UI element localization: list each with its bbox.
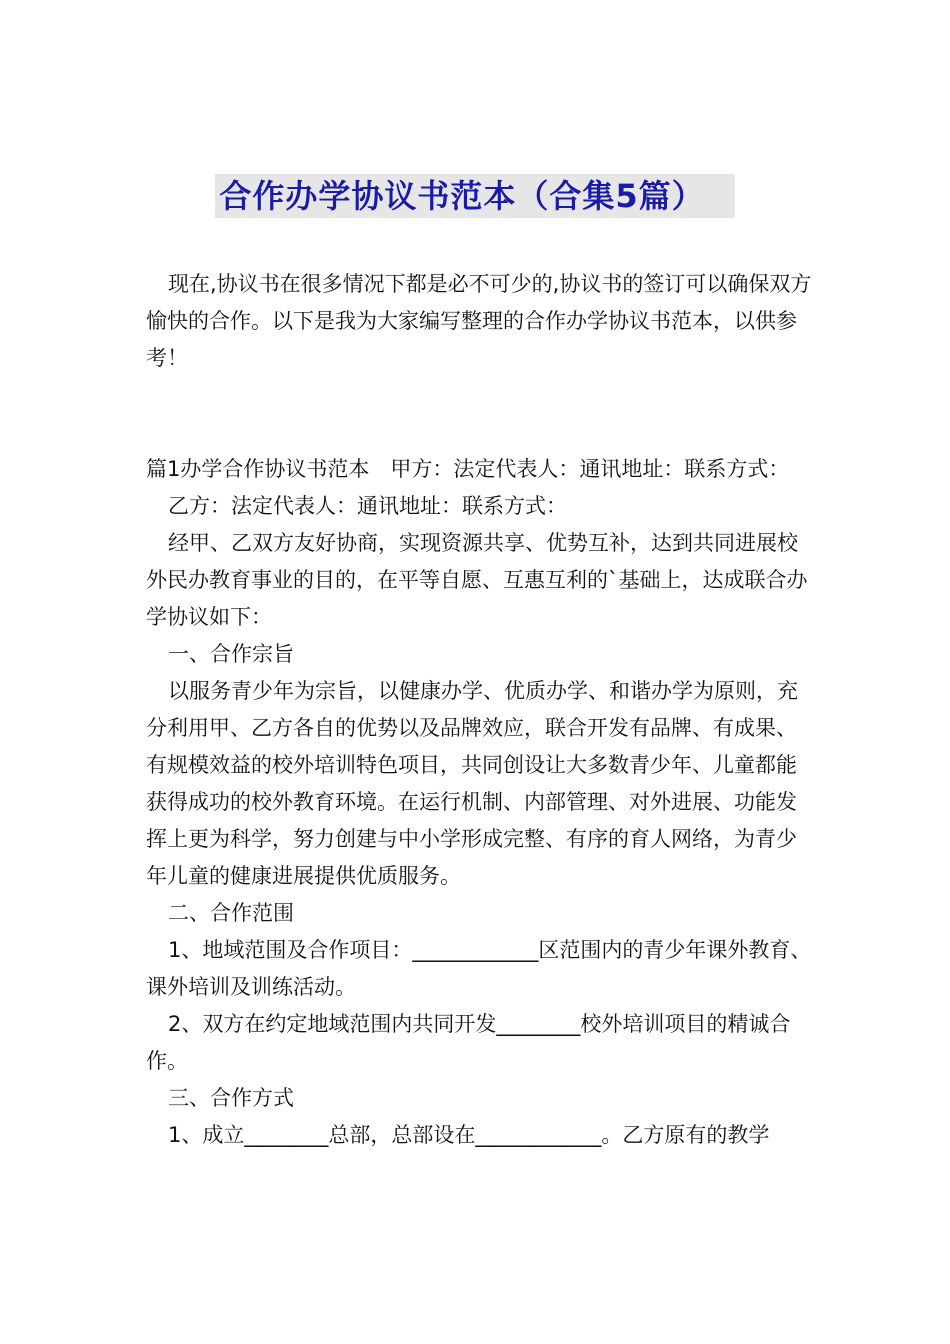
- clause-scope-item-2: 2、双方在约定地域范围内共同开发________校外培训项目的精诚合作。: [146, 1012, 791, 1073]
- document-body: [146, 266, 814, 1154]
- clause-scope-item-1: 1、地域范围及合作项目：____________区范围内的青少年课外教育、课外培训及训练活动。: [146, 938, 812, 999]
- clause-heading-method: 三、合作方式: [168, 1086, 294, 1110]
- clause-purpose-text: 以服务青少年为宗旨，以健康办学、优质办学、和谐办学为原则，充分利用甲、乙方各自的优势以及品牌效应，联合开发有品牌、有成果、有规模效益的校外培训特色项目，共同创设让大多数青少年、儿童都能获得成功的校外教育环境。在运行机制、内部管理、对外进展、功能发挥上更为科学，努力创建与中小学形成完整、有序的育人网络，为青少年儿童的健康进展提供优质服务。: [146, 679, 798, 888]
- clause-heading-scope: 二、合作范围: [168, 901, 294, 925]
- clause-heading-purpose: 一、合作宗旨: [168, 642, 294, 666]
- intro-paragraph: 现在,协议书在很多情况下都是必不可少的,协议书的签订可以确保双方愉快的合作。以下是我为大家编写整理的合作办学协议书范本，以供参考！: [146, 272, 812, 370]
- party-b-paragraph: 乙方：法定代表人：通讯地址：联系方式：: [168, 494, 567, 518]
- document-title: 合作办学协议书范本（合集5篇）: [215, 174, 734, 218]
- paragraph-spacer: [146, 377, 814, 451]
- section-heading-paragraph: 篇1办学合作协议书范本 甲方：法定代表人：通讯地址：联系方式：: [146, 457, 790, 481]
- title-container: [0, 174, 950, 218]
- clause-method-item-1: 1、成立________总部，总部设在____________。乙方原有的教学: [168, 1123, 770, 1147]
- agreement-preamble: 经甲、乙双方友好协商，实现资源共享、优势互补，达到共同进展校外民办教育事业的目的，在平等自愿、互惠互利的`基础上，达成联合办学协议如下：: [146, 531, 808, 629]
